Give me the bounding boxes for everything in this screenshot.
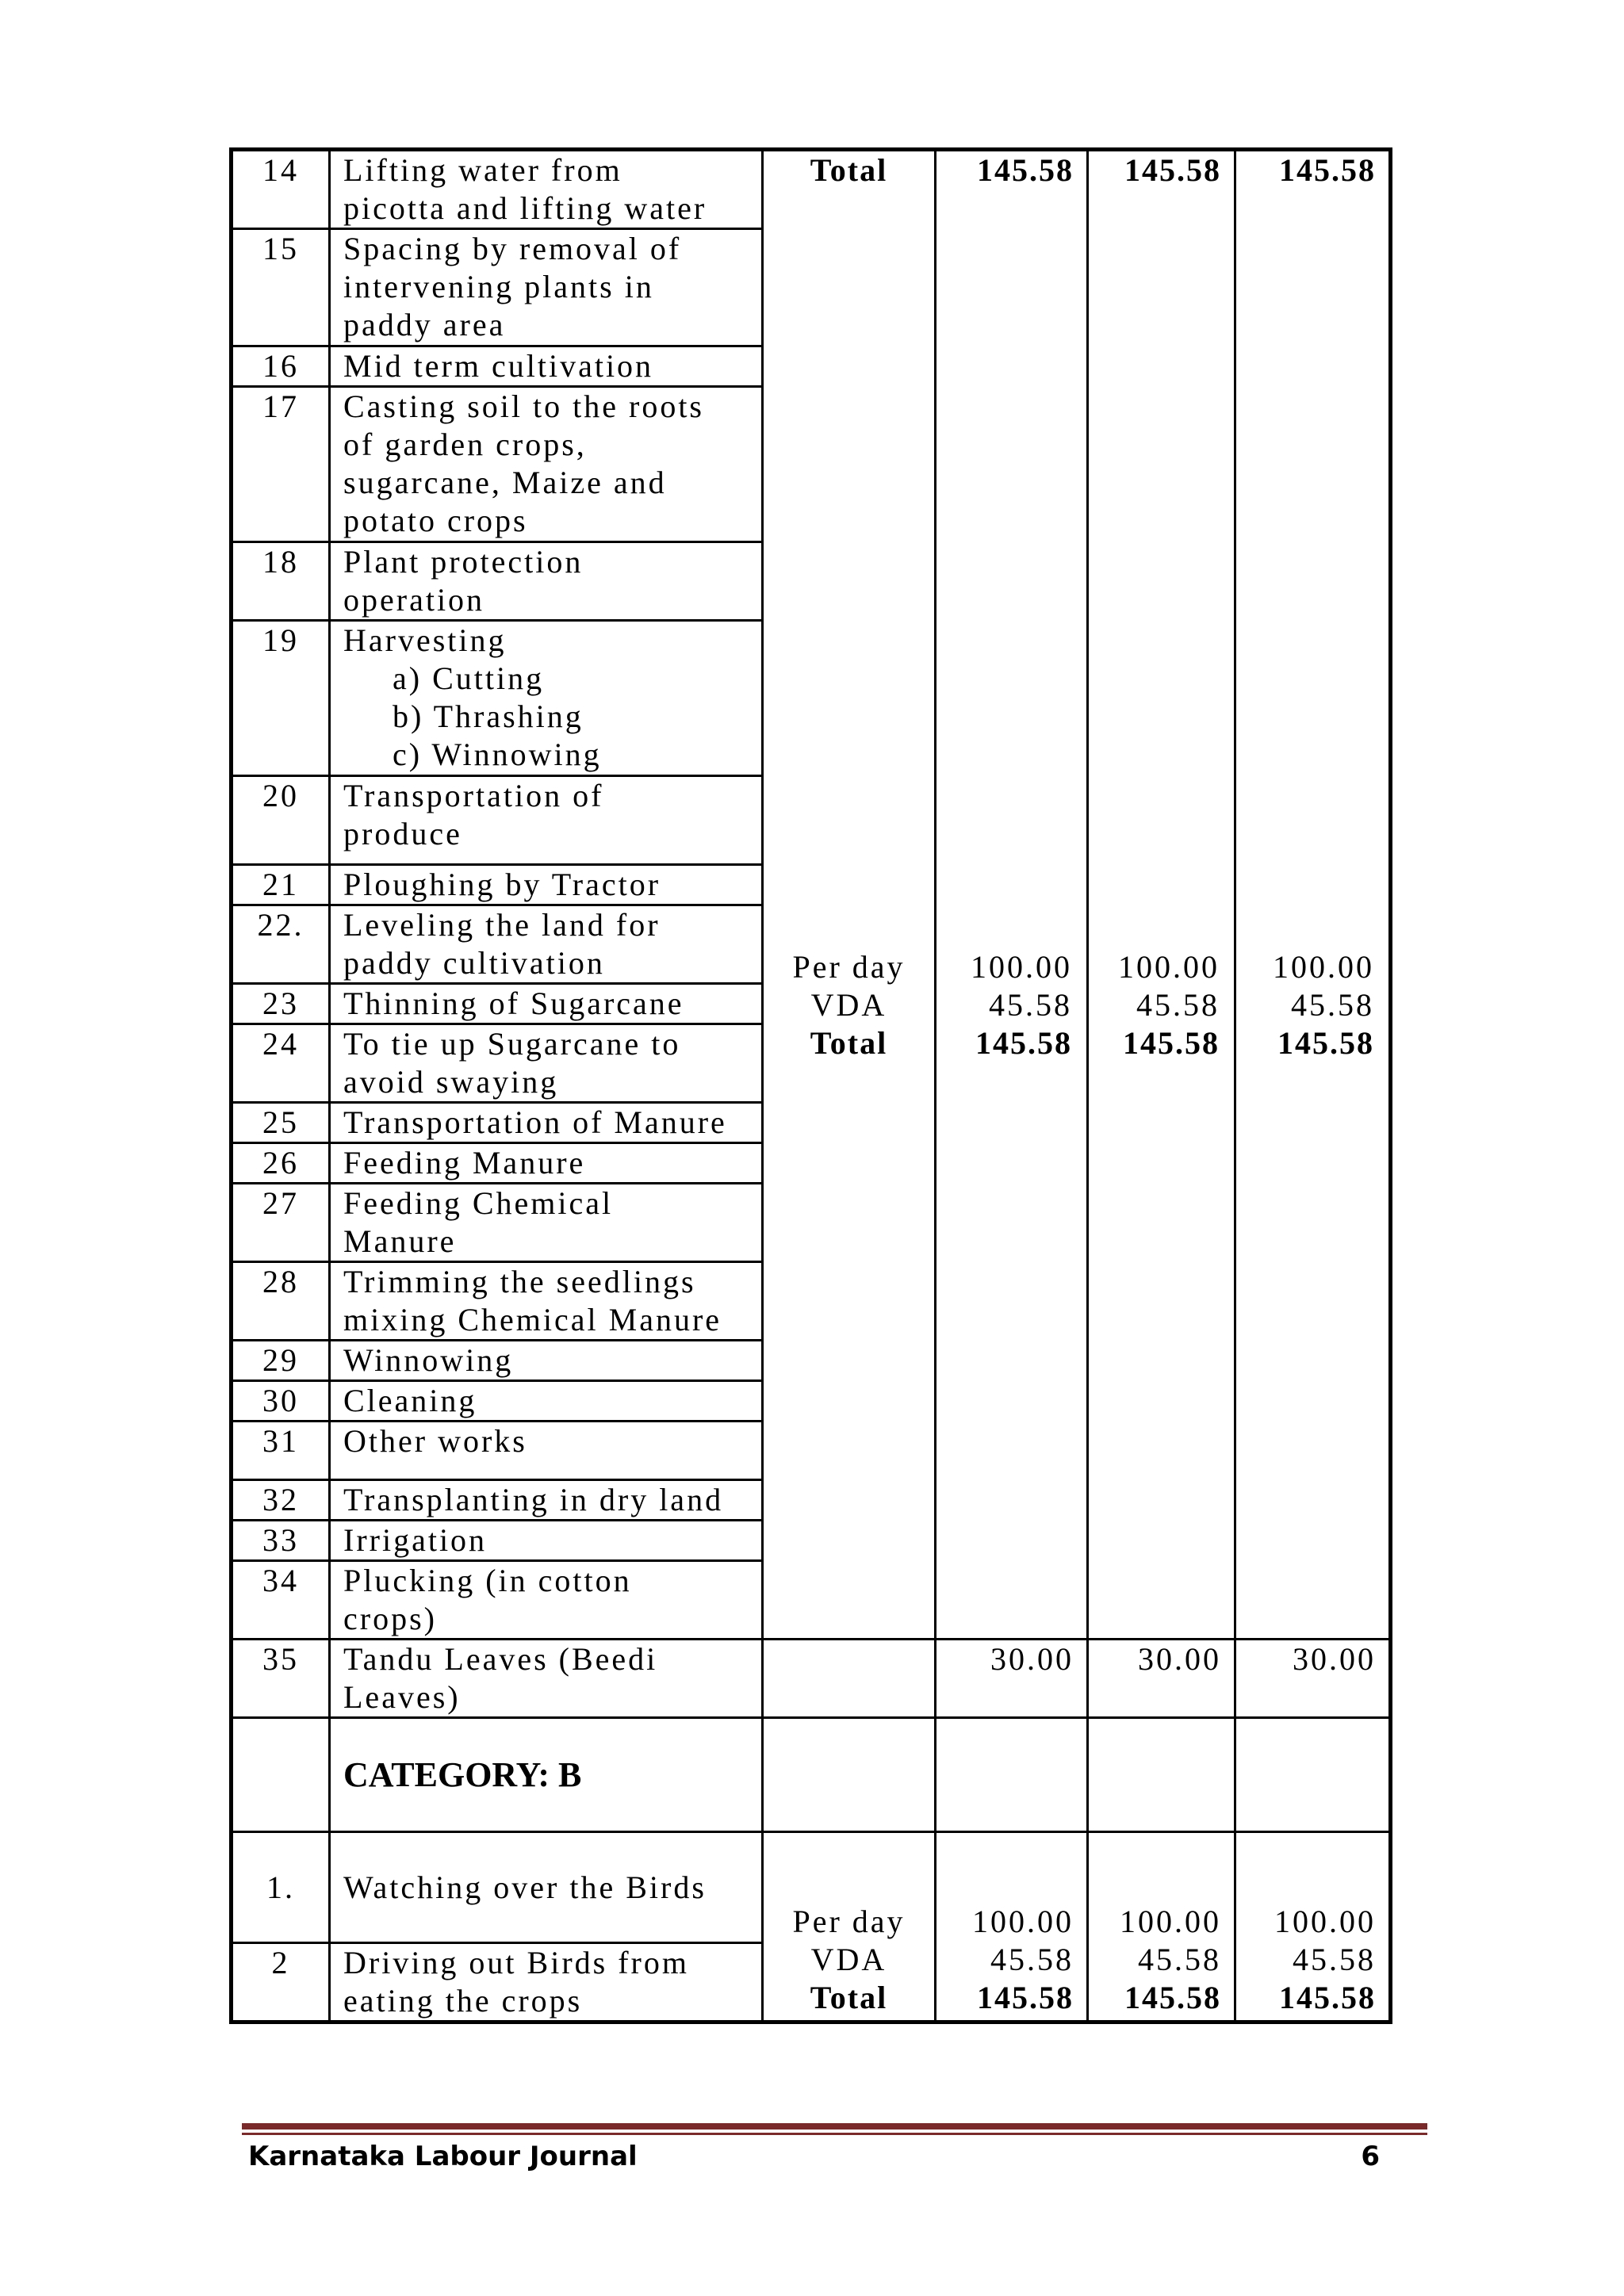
empty-cell — [1088, 1718, 1235, 1832]
rate-value: 45.58 — [1138, 1942, 1221, 1977]
text-line: Feeding Manure — [343, 1145, 586, 1181]
rate-value-cell — [1088, 150, 1235, 1640]
text-line: Plant protection — [343, 544, 584, 580]
text-line: c) Winnowing — [393, 737, 602, 772]
rate-value: 45.58 — [1136, 987, 1220, 1023]
rate-values — [1118, 948, 1220, 1062]
row-number: 35 — [232, 1640, 330, 1718]
text-line: Transportation of — [343, 778, 604, 813]
work-description — [330, 542, 763, 621]
text-line: Casting soil to the roots — [343, 388, 704, 424]
rate-value-cell — [1235, 1832, 1391, 2022]
empty-cell — [936, 1718, 1088, 1832]
row-number: 29 — [232, 1341, 330, 1381]
row-number: 20 — [232, 776, 330, 865]
text-line: intervening plants in — [343, 269, 654, 304]
rate-value: 45.58 — [990, 1942, 1074, 1977]
row-number: 23 — [232, 984, 330, 1024]
page-number: 6 — [1361, 2141, 1380, 2172]
rate-value: 100.00 — [1120, 1904, 1221, 1939]
text-line: paddy area — [343, 307, 506, 342]
row-number: 15 — [232, 229, 330, 346]
text-line: eating the crops — [343, 1983, 583, 2019]
row-number: 28 — [232, 1262, 330, 1341]
row-number: 31 — [232, 1422, 330, 1480]
work-description — [330, 1943, 763, 2022]
row-number: 1. — [232, 1832, 330, 1943]
rate-values — [1101, 1903, 1221, 2017]
table-row — [232, 1832, 1391, 1943]
text-line: mixing Chemical Manure — [343, 1302, 722, 1337]
row-number: 30 — [232, 1381, 330, 1422]
rate-label-cell — [763, 150, 936, 1640]
text-line: Watching over the Birds — [343, 1869, 707, 1905]
rate-value: 100.00 — [972, 1904, 1074, 1939]
row-number: 26 — [232, 1143, 330, 1184]
rate-value: 145.58 — [977, 1980, 1074, 2015]
work-description — [330, 1640, 763, 1718]
row-number: 2 — [232, 1943, 330, 2022]
rate-values — [971, 948, 1072, 1062]
row-number: 18 — [232, 542, 330, 621]
rate-value-cell — [1235, 150, 1391, 1640]
text-line: avoid swaying — [343, 1064, 559, 1100]
work-description — [330, 150, 763, 229]
text-line: Cleaning — [343, 1383, 477, 1418]
text-line: Harvesting — [343, 622, 507, 658]
top-total-value: 145.58 — [977, 152, 1074, 188]
work-description — [330, 1521, 763, 1561]
work-description — [330, 984, 763, 1024]
table-row — [232, 1640, 1391, 1718]
work-description — [330, 865, 763, 905]
text-line: Leaves) — [343, 1679, 461, 1715]
rate-value: 145.58 — [1124, 1980, 1221, 2015]
text-line: potato crops — [343, 503, 528, 538]
work-description — [330, 1024, 763, 1103]
text-line: of garden crops, — [343, 427, 587, 462]
rate-value: 145.58 — [1277, 1025, 1374, 1061]
rate-value: 30.00 — [936, 1640, 1088, 1718]
work-description — [330, 905, 763, 984]
text-line: a) Cutting — [393, 660, 545, 696]
text-line: Trimming the seedlings — [343, 1264, 696, 1299]
rate-value: 100.00 — [1274, 1904, 1376, 1939]
row-number: 17 — [232, 387, 330, 542]
rate-value-cell — [1088, 1832, 1235, 2022]
rate-value: 100.00 — [1273, 949, 1374, 985]
work-description — [330, 621, 763, 776]
text-line: To tie up Sugarcane to — [343, 1026, 681, 1062]
rate-value: 145.58 — [1123, 1025, 1220, 1061]
text-line: Winnowing — [343, 1342, 514, 1378]
text-line: Manure — [343, 1223, 457, 1259]
text-line: Other works — [343, 1423, 527, 1459]
work-description — [330, 1480, 763, 1521]
row-number: 34 — [232, 1561, 330, 1640]
rate-value: 100.00 — [971, 949, 1072, 985]
category-a-body — [232, 150, 1391, 2022]
rate-labels — [776, 1903, 921, 2017]
work-description — [330, 1143, 763, 1184]
work-description — [330, 346, 763, 387]
top-total-label: Total — [810, 152, 888, 188]
rate-labels — [764, 948, 934, 1062]
category-header-row — [232, 1718, 1391, 1832]
wage-table-container — [229, 147, 1388, 2024]
text-line: Plucking (in cotton — [343, 1563, 632, 1598]
top-total-value: 145.58 — [1279, 152, 1376, 188]
row-number: 27 — [232, 1184, 330, 1262]
work-description — [330, 1184, 763, 1262]
row-number: 22. — [232, 905, 330, 984]
rate-label: Total — [810, 1025, 888, 1061]
text-line: crops) — [343, 1601, 437, 1636]
work-description — [330, 776, 763, 865]
rate-value: 145.58 — [975, 1025, 1072, 1061]
wage-table — [229, 147, 1392, 2024]
work-description — [330, 1561, 763, 1640]
table-row — [232, 150, 1391, 229]
text-line: paddy cultivation — [343, 945, 605, 981]
work-description — [330, 387, 763, 542]
rate-label: Per day — [792, 1904, 906, 1939]
rate-value: 45.58 — [1293, 1942, 1376, 1977]
row-number: 19 — [232, 621, 330, 776]
row-number: 14 — [232, 150, 330, 229]
empty-cell — [763, 1718, 936, 1832]
rate-value-cell — [936, 1832, 1088, 2022]
rate-label: Per day — [792, 949, 906, 985]
text-line: Transplanting in dry land — [343, 1482, 724, 1517]
text-line: sugarcane, Maize and — [343, 465, 667, 500]
text-line: Driving out Birds from — [343, 1945, 689, 1980]
rate-value: 45.58 — [989, 987, 1072, 1023]
work-description — [330, 1381, 763, 1422]
text-line: Tandu Leaves (Beedi — [343, 1641, 658, 1677]
row-number: 24 — [232, 1024, 330, 1103]
work-description — [330, 1832, 763, 1943]
footer-rule-thin — [242, 2133, 1427, 2135]
work-description — [330, 1422, 763, 1480]
rate-values — [1273, 948, 1374, 1062]
text-line: operation — [343, 582, 485, 618]
footer-rule — [242, 2123, 1427, 2130]
row-number: 25 — [232, 1103, 330, 1143]
text-line: Feeding Chemical — [343, 1185, 614, 1221]
text-line: Ploughing by Tractor — [343, 867, 661, 902]
empty-cell — [1235, 1718, 1391, 1832]
work-description — [330, 229, 763, 346]
work-description — [330, 1341, 763, 1381]
rate-values — [949, 1903, 1074, 2017]
top-total-value: 145.58 — [1124, 152, 1221, 188]
text-line: picotta and lifting water — [343, 190, 707, 226]
category-title: CATEGORY: B — [343, 1755, 582, 1794]
rate-values — [1249, 1903, 1376, 2017]
row-number: 32 — [232, 1480, 330, 1521]
text-line: Transportation of Manure — [343, 1104, 727, 1140]
text-line: b) Thrashing — [393, 698, 584, 734]
row-number: 33 — [232, 1521, 330, 1561]
work-description — [330, 1262, 763, 1341]
text-line: produce — [343, 816, 462, 851]
rate-value-cell — [936, 150, 1088, 1640]
rate-label: VDA — [810, 987, 887, 1023]
text-line: Spacing by removal of — [343, 231, 682, 266]
rate-label: Total — [810, 1980, 888, 2015]
text-line: Mid term cultivation — [343, 348, 654, 384]
text-line: Lifting water from — [343, 152, 622, 188]
rate-value: 45.58 — [1291, 987, 1374, 1023]
empty-cell — [763, 1640, 936, 1718]
text-line: Thinning of Sugarcane — [343, 985, 684, 1021]
text-line: Leveling the land for — [343, 907, 661, 943]
rate-value: 100.00 — [1118, 949, 1220, 985]
rate-value: 30.00 — [1235, 1640, 1391, 1718]
rate-label-cell — [763, 1832, 936, 2022]
text-line: Irrigation — [343, 1522, 488, 1558]
rate-value: 145.58 — [1279, 1980, 1376, 2015]
category-cell — [330, 1718, 763, 1832]
journal-title: Karnataka Labour Journal — [248, 2141, 638, 2172]
row-number: 16 — [232, 346, 330, 387]
row-number: 21 — [232, 865, 330, 905]
rate-value: 30.00 — [1088, 1640, 1235, 1718]
empty-cell — [232, 1718, 330, 1832]
rate-label: VDA — [810, 1942, 887, 1977]
work-description — [330, 1103, 763, 1143]
